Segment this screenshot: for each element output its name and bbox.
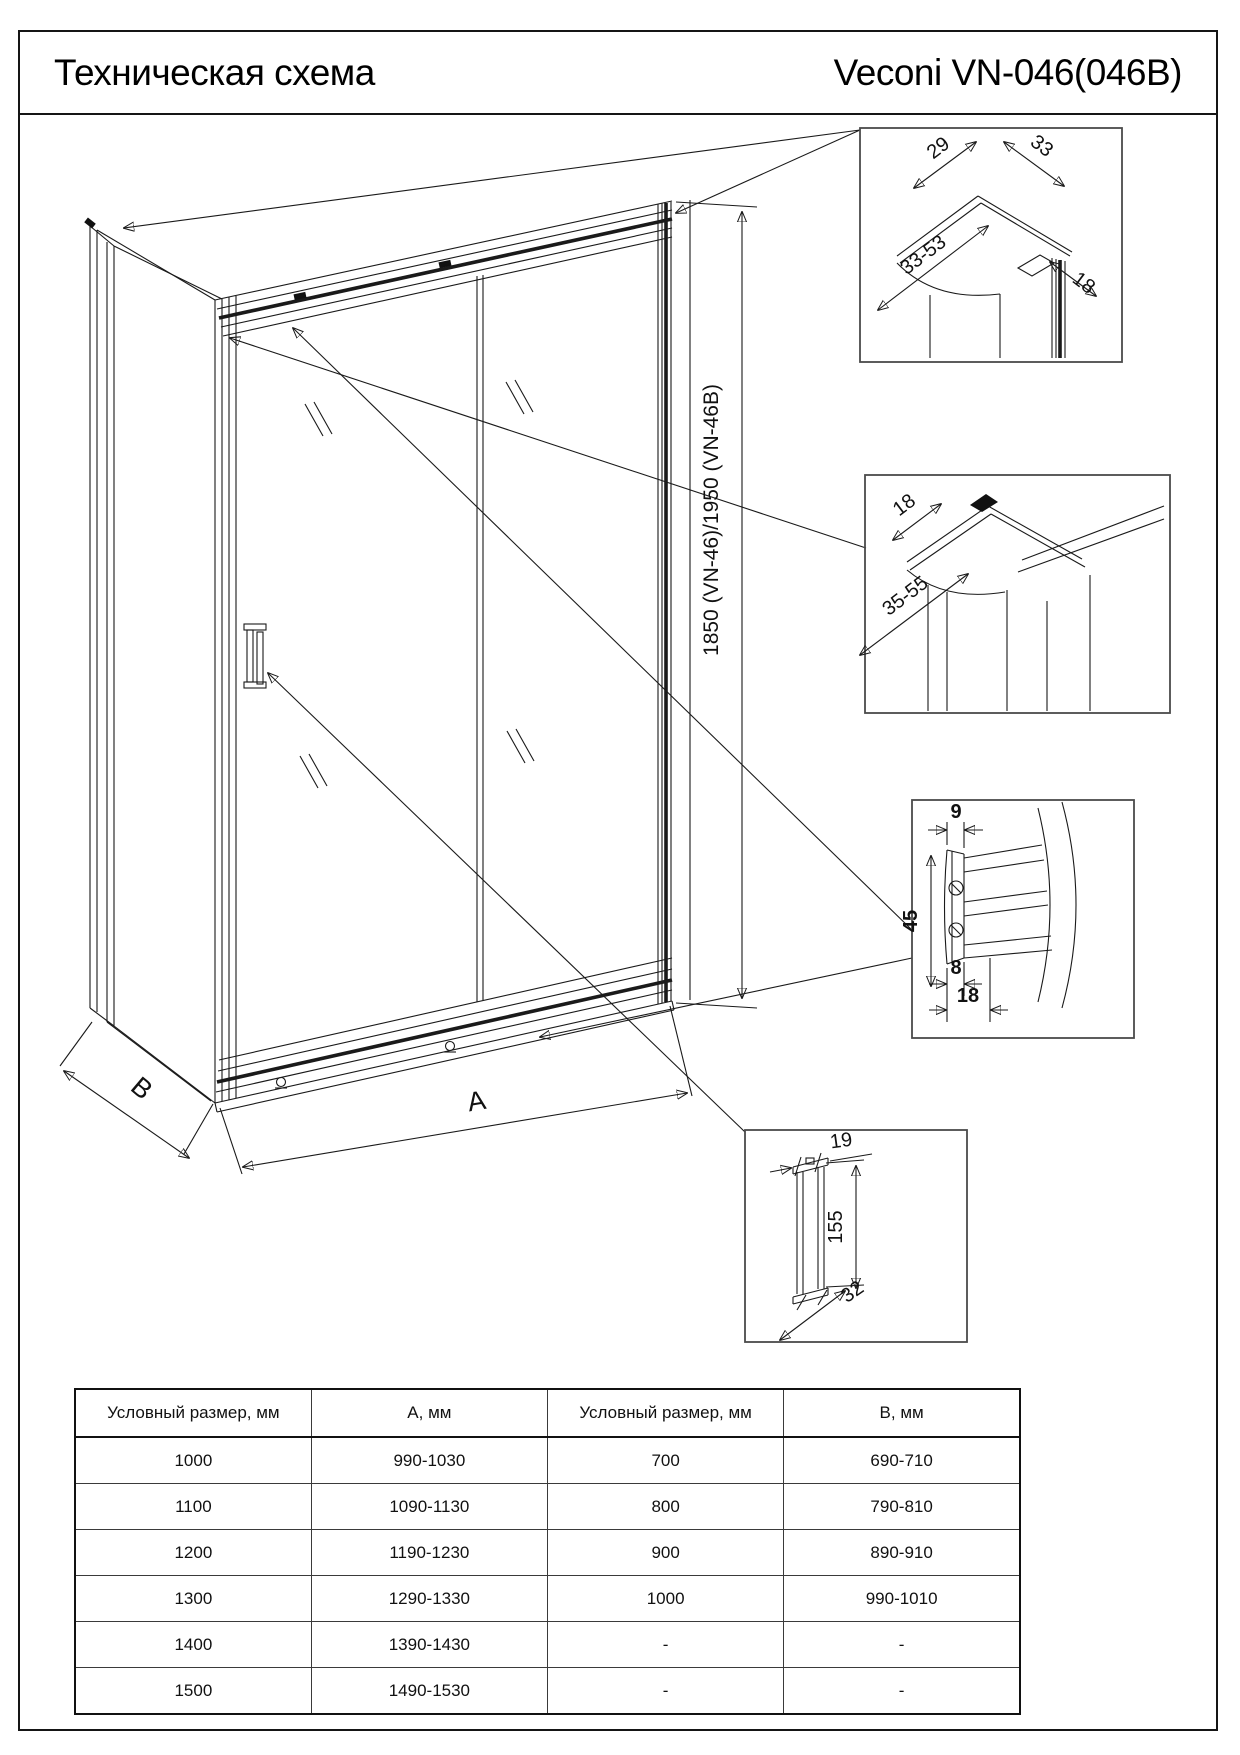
table-cell: 890-910 — [784, 1530, 1020, 1576]
table-header-cell: Условный размер, мм — [75, 1389, 311, 1437]
table-cell: - — [548, 1622, 784, 1668]
table-cell: 990-1010 — [784, 1576, 1020, 1622]
handle-dim-32: 32 — [837, 1276, 868, 1308]
top-profile-dim-33-53: 33-53 — [896, 231, 951, 280]
table-cell: 1000 — [548, 1576, 784, 1622]
dimension-width-a — [220, 1006, 692, 1174]
top-profile-dim-29: 29 — [922, 132, 954, 164]
table-cell: 1390-1430 — [311, 1622, 547, 1668]
depth-dimension-label: B — [125, 1070, 159, 1106]
table-cell: 1200 — [75, 1530, 311, 1576]
top-profile-dim-33: 33 — [1026, 130, 1058, 162]
table-cell: 690-710 — [784, 1437, 1020, 1484]
height-dimension-label: 1850 (VN-46)/1950 (VN-46B) — [700, 384, 723, 656]
detail-box-side-profile — [900, 800, 1134, 1038]
table-header-cell: В, мм — [784, 1389, 1020, 1437]
size-table — [74, 1388, 1021, 1715]
door-frame — [215, 200, 690, 1112]
table-row — [75, 1622, 1020, 1668]
table-cell: 800 — [548, 1484, 784, 1530]
model-name: Veconi VN-046(046B) — [833, 51, 1182, 93]
handle-dim-19: 19 — [828, 1128, 854, 1154]
table-cell: 1100 — [75, 1484, 311, 1530]
table-cell: - — [784, 1668, 1020, 1715]
door-handle — [244, 624, 266, 688]
wall-profile-dim-35-55: 35-55 — [878, 572, 933, 621]
leader-lines — [124, 130, 912, 1132]
table-cell: - — [548, 1668, 784, 1715]
table-cell: 1400 — [75, 1622, 311, 1668]
table-cell: 790-810 — [784, 1484, 1020, 1530]
table-cell: 700 — [548, 1437, 784, 1484]
table-cell: 1000 — [75, 1437, 311, 1484]
width-dimension-label: A — [465, 1084, 488, 1118]
side-panel — [84, 218, 222, 1103]
table-cell: 1290-1330 — [311, 1576, 547, 1622]
table-header-cell: А, мм — [311, 1389, 547, 1437]
table-cell: 1190-1230 — [311, 1530, 547, 1576]
detail-box-handle — [745, 1129, 967, 1342]
side-profile-dim-9: 9 — [950, 801, 962, 823]
table-row — [75, 1437, 1020, 1484]
table-row — [75, 1484, 1020, 1530]
handle-dim-155: 155 — [825, 1210, 847, 1244]
table-cell: 900 — [548, 1530, 784, 1576]
table-cell: 1500 — [75, 1668, 311, 1715]
detail-box-top-profile — [860, 128, 1122, 362]
table-row — [75, 1530, 1020, 1576]
page-title: Техническая схема — [54, 51, 375, 93]
table-cell: 1300 — [75, 1576, 311, 1622]
dimension-height — [676, 202, 757, 1008]
detail-box-wall-profile — [860, 475, 1170, 713]
table-cell: 1090-1130 — [311, 1484, 547, 1530]
table-header-cell: Условный размер, мм — [548, 1389, 784, 1437]
glass-hatch-marks — [300, 380, 534, 788]
table-cell: - — [784, 1622, 1020, 1668]
side-profile-dim-45: 45 — [900, 909, 922, 933]
table-row — [75, 1576, 1020, 1622]
side-profile-dim-8: 8 — [950, 957, 962, 979]
table-row — [75, 1668, 1020, 1715]
table-cell: 990-1030 — [311, 1437, 547, 1484]
wall-profile-dim-18: 18 — [888, 489, 920, 521]
side-profile-dim-18: 18 — [956, 985, 980, 1007]
size-table-header-row — [75, 1389, 1020, 1437]
top-profile-dim-18: 18 — [1068, 267, 1100, 299]
dimension-depth-b — [60, 1022, 213, 1158]
table-cell: 1490-1530 — [311, 1668, 547, 1715]
